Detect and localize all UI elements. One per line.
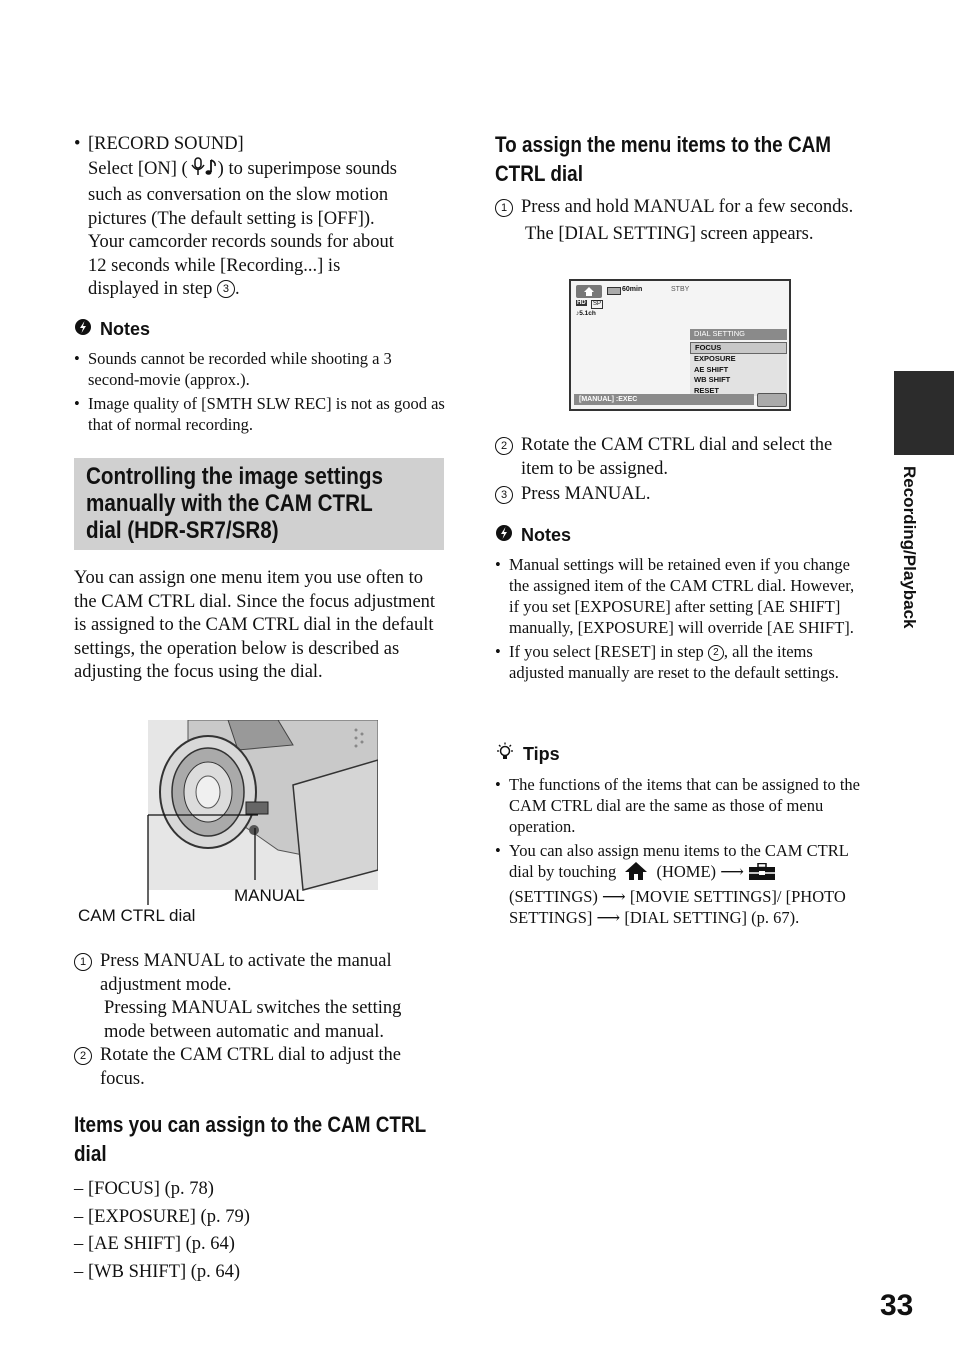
list-item: – [EXPOSURE] (p. 79)	[74, 1204, 446, 1232]
arrow-right-icon: ⟶	[720, 862, 744, 881]
dial-menu	[690, 329, 787, 396]
arrow-right-icon: ⟶	[602, 887, 626, 906]
section-heading-box	[74, 458, 444, 550]
lightbulb-icon	[495, 742, 515, 767]
tip-item: • The functions of the items that can be assigned to the CAM CTRL dial are the same as those of menu operation.	[495, 774, 863, 837]
section-heading: Controlling the image settings manually with the CAM CTRL dial (HDR-SR7/SR8)	[86, 463, 384, 544]
menu-item[interactable]: EXPOSURE	[690, 354, 787, 365]
record-sound-line1: Select [ON] ( ) to superimpose sounds	[88, 157, 446, 185]
audio-indicator: ♪5.1ch	[576, 310, 596, 317]
note-item: • Sounds cannot be recorded while shooting a 3 second-movie (approx.).	[74, 348, 446, 390]
notes-heading: Notes	[74, 318, 446, 341]
step-number-icon: 2	[708, 645, 724, 661]
home-button-icon	[576, 285, 602, 298]
section-tab	[894, 371, 954, 455]
mic-music-icon	[188, 157, 218, 185]
sp-badge: SP	[593, 301, 602, 307]
step-number-icon: 1	[74, 953, 92, 971]
side-tab-label: Recording/Playback	[900, 466, 919, 629]
record-sound-title: • [RECORD SOUND]	[74, 133, 446, 157]
step-number-icon: 1	[495, 199, 513, 217]
remaining-time: 60min	[622, 286, 643, 293]
dial-setting-screen	[569, 279, 791, 411]
menu-item[interactable]: FOCUS	[690, 342, 787, 355]
record-sound-line6: displayed in step 3 .	[88, 279, 240, 299]
assign-heading: To assign the menu items to the CAM CTRL dial	[495, 132, 832, 186]
notes-section-right	[495, 524, 863, 683]
note-item: • If you select [RESET] in step 2 , all the items adjusted manually are reset to the default settings.	[495, 641, 863, 683]
record-sound-line2: such as conversation on the slow motion	[88, 185, 389, 205]
music-note-icon: ♪	[576, 310, 580, 317]
menu-item[interactable]: WB SHIFT	[690, 375, 787, 386]
list-item: – [AE SHIFT] (p. 64)	[74, 1231, 446, 1259]
record-sound-line3: pictures (The default setting is [OFF]).	[88, 208, 375, 229]
notes-icon	[495, 524, 513, 547]
hd-badge: HD	[577, 300, 586, 306]
exec-bar	[574, 394, 754, 405]
note-item: • Manual settings will be retained even if you change the assigned item of the CAM CTRL dial. However, if you set [EXPOSURE] after setting [AE SHIFT] manually, [EXPOSURE] will override [AE SHIFT].	[495, 554, 863, 638]
list-item: – [FOCUS] (p. 78)	[74, 1176, 446, 1204]
tips-section	[495, 742, 863, 928]
note-item: • Image quality of [SMTH SLW REC] is not as good as that of normal recording.	[74, 393, 446, 435]
menu-item[interactable]: RESET	[690, 386, 787, 397]
notes-heading: Notes	[495, 524, 863, 547]
notes-section-left	[74, 318, 446, 435]
left-steps	[74, 950, 446, 1091]
step-item: 2 Rotate the CAM CTRL dial to adjust the focus.	[74, 1044, 446, 1091]
intro-paragraph: You can assign one menu item you use often to the CAM CTRL dial. Since the focus adjustment is assigned to the CAM CTRL dial in the default settings, the operation below is described as adjusting the focus using the dial.	[74, 568, 436, 682]
battery-icon	[607, 287, 621, 295]
exec-label: [MANUAL] :EXEC	[579, 396, 638, 403]
manual-label: MANUAL	[234, 886, 305, 905]
arrow-right-icon: ⟶	[596, 908, 621, 927]
status-text: STBY	[671, 286, 690, 293]
step-number-icon: 2	[74, 1047, 92, 1065]
record-sound-line4: Your camcorder records sounds for about	[88, 232, 394, 252]
items-list	[74, 1176, 446, 1286]
notes-icon	[74, 318, 92, 341]
return-button[interactable]	[757, 393, 787, 407]
menu-item[interactable]: AE SHIFT	[690, 365, 787, 376]
side-tab-label-wrap	[900, 466, 954, 629]
record-sound-line5: 12 seconds while [Recording...] is	[88, 255, 341, 276]
camcorder-illustration	[78, 720, 378, 910]
camcorder-figure	[78, 720, 378, 930]
step-number-icon: 3	[217, 280, 235, 298]
step-number-icon: 2	[495, 437, 513, 455]
step-number-icon: 3	[495, 486, 513, 504]
step-item: 3 Press MANUAL.	[495, 483, 860, 507]
menu-title: DIAL SETTING	[690, 329, 787, 340]
right-steps-2-3	[495, 434, 860, 507]
toolbox-settings-icon	[748, 863, 776, 886]
items-heading: Items you can assign to the CAM CTRL dial	[74, 1112, 427, 1166]
right-step1	[495, 196, 860, 246]
page-number: 33	[880, 1289, 914, 1322]
tip-item: • You can also assign menu items to the CAM CTRL dial by touching (HOME) ⟶ (SETTINGS) ⟶ [MOVIE SETTINGS]/ [PHOTO SETTINGS] ⟶ [DIAL SETTING] (p. 67).	[495, 840, 863, 928]
record-sound-block	[74, 133, 446, 302]
list-item: – [WB SHIFT] (p. 64)	[74, 1259, 446, 1287]
step-item: 1 Press and hold MANUAL for a few seconds. The [DIAL SETTING] screen appears.	[495, 196, 860, 246]
home-icon	[624, 861, 648, 886]
tips-heading: Tips	[495, 742, 863, 767]
step-item: 1 Press MANUAL to activate the manual adjustment mode. Pressing MANUAL switches the setting mode between automatic and manual.	[74, 950, 446, 1044]
cam-ctrl-label: CAM CTRL dial	[78, 906, 196, 925]
step-item: 2 Rotate the CAM CTRL dial and select the item to be assigned.	[495, 434, 860, 481]
